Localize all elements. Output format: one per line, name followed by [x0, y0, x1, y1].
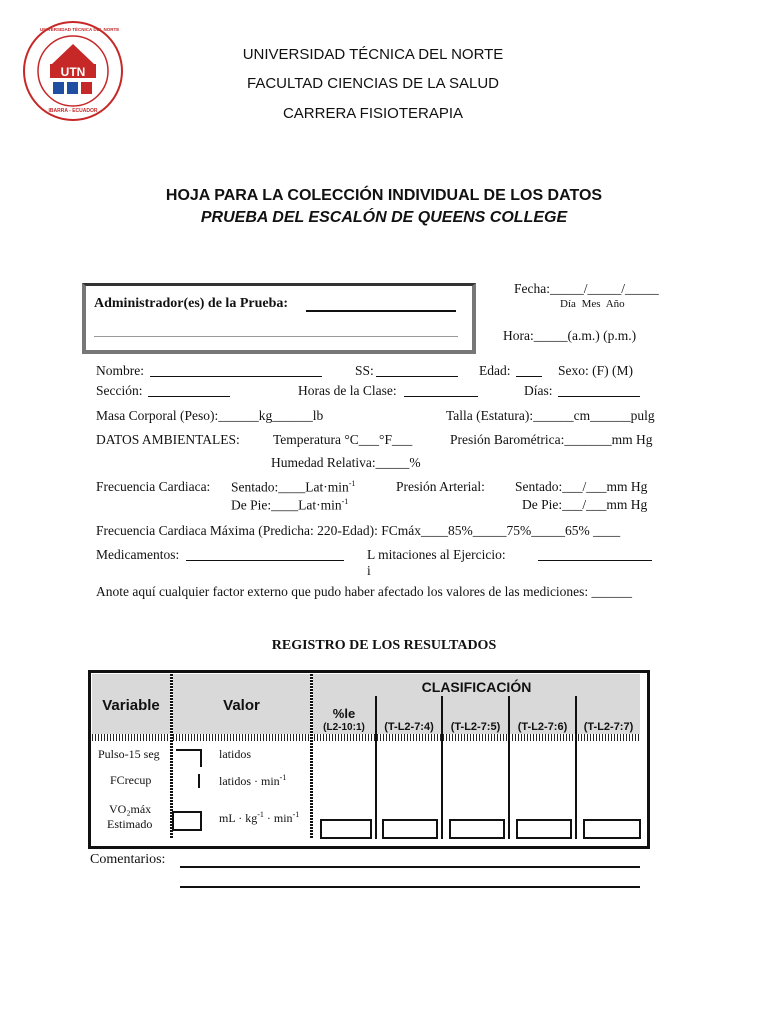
external-factors-field[interactable]: Anote aquí cualquier factor externo que pudo haber afectado los valores de las mediciones: ______ — [96, 584, 633, 599]
col-divider-4 — [441, 696, 443, 839]
bp-seated-field[interactable]: Sentado:___/___mm Hg — [515, 479, 648, 494]
header-divider — [92, 734, 640, 741]
clasif-input-4[interactable] — [516, 819, 572, 839]
clasif-col-5-code: (T-L2-7:7) — [583, 721, 634, 733]
results-heading: REGISTRO DE LOS RESULTADOS — [271, 638, 497, 653]
age-line[interactable] — [516, 376, 542, 377]
name-line[interactable] — [150, 376, 322, 377]
sex-field[interactable]: Sexo: (F) (M) — [558, 363, 633, 378]
limitations-i: i — [367, 563, 371, 578]
row-fcrecup-unit: latidos · min — [219, 774, 280, 788]
hr-standing-exp: -1 — [341, 497, 349, 506]
age-label: Edad: — [479, 363, 511, 378]
temperature-field[interactable]: Temperatura °C___°F___ — [273, 432, 413, 447]
barometric-field[interactable]: Presión Barométrica:_______mm Hg — [450, 432, 653, 447]
section-line[interactable] — [148, 396, 230, 397]
class-hours-label: Horas de la Clase: — [298, 383, 397, 398]
hr-seated-field[interactable]: Sentado:____Lat·min — [231, 479, 349, 495]
time-field[interactable]: Hora:_____(a.m.) (p.m.) — [503, 328, 637, 343]
days-line[interactable] — [558, 396, 640, 397]
logo-text-bottom: IBARRA - ECUADOR — [48, 108, 98, 114]
medications-label: Medicamentos: — [96, 547, 180, 562]
clasif-col-2-code: (T-L2-7:4) — [384, 721, 434, 733]
header-career: CARRERA FISIOTERAPIA — [282, 105, 464, 122]
page-title: HOJA PARA LA COLECCIÓN INDIVIDUAL DE LOS DATOS — [165, 187, 603, 204]
page-subtitle: PRUEBA DEL ESCALÓN DE QUEENS COLLEGE — [200, 209, 568, 226]
clasif-col-3-code: (T-L2-7:5) — [450, 721, 501, 733]
comments-label: Comentarios: — [90, 852, 166, 867]
environmental-label: DATOS AMBIENTALES: — [96, 432, 240, 447]
row-pulse-variable: Pulso-15 seg — [98, 747, 160, 761]
col-divider-3 — [375, 696, 377, 839]
blood-pressure-label: Presión Arterial: — [396, 479, 485, 494]
section-label: Sección: — [96, 383, 143, 398]
days-label: Días: — [524, 383, 553, 398]
row-vo2-input[interactable] — [172, 811, 202, 831]
bp-standing-field[interactable]: De Pie:___/___mm Hg — [522, 497, 648, 512]
col-header-valor: Valor — [223, 697, 260, 714]
admin-box — [82, 283, 476, 354]
hr-standing-field[interactable]: De Pie:____Lat·min — [231, 497, 342, 513]
row-fcrecup-exp: -1 — [279, 773, 287, 782]
class-hours-line[interactable] — [404, 396, 478, 397]
height-field[interactable]: Talla (Estatura):______cm______pulg — [446, 408, 655, 423]
row-vo2-exp: -1 — [292, 810, 300, 819]
medications-line[interactable] — [186, 560, 344, 561]
body-mass-field[interactable]: Masa Corporal (Peso):______kg______lb — [96, 408, 324, 423]
row-vo2-unit: mL · kg — [219, 811, 258, 825]
row-pulse-unit: latidos — [219, 747, 251, 761]
logo-text-top: UNIVERSIDAD TÉCNICA DEL NORTE — [40, 27, 120, 32]
row-vo2-variable: VO₂máx — [109, 802, 152, 816]
date-field[interactable]: Fecha:_____/_____/_____ — [514, 281, 659, 296]
header-university: UNIVERSIDAD TÉCNICA DEL NORTE — [242, 46, 504, 63]
admin-label: Administrador(es) de la Prueba: — [94, 296, 289, 311]
row-vo2-variable2: Estimado — [107, 817, 153, 831]
clasif-input-3[interactable] — [449, 819, 505, 839]
clasif-col-4-code: (T-L2-7:6) — [517, 721, 568, 733]
comments-line-1[interactable] — [180, 866, 640, 868]
name-label: Nombre: — [96, 363, 144, 378]
col-divider-5 — [508, 696, 510, 839]
hr-seated-exp: -1 — [348, 479, 356, 488]
comments-line-2[interactable] — [180, 886, 640, 888]
humidity-field[interactable]: Humedad Relativa:_____% — [271, 455, 421, 470]
clasif-input-2[interactable] — [382, 819, 438, 839]
row-vo2-unit2: · min — [263, 811, 293, 825]
col-divider-6 — [575, 696, 577, 839]
clasif-input-5[interactable] — [583, 819, 641, 839]
header-faculty: FACULTAD CIENCIAS DE LA SALUD — [246, 75, 499, 92]
row-fcrecup-variable: FCrecup — [110, 773, 152, 787]
clasif-input-1[interactable] — [320, 819, 372, 839]
date-sub-labels: Día Mes Año — [560, 298, 625, 310]
col-header-variable: Variable — [102, 697, 160, 714]
col-header-clasificacion: CLASIFICACIÓN — [421, 679, 532, 695]
admin-name-line[interactable] — [306, 310, 456, 312]
max-hr-field[interactable]: Frecuencia Cardiaca Máxima (Predicha: 220-Edad): FCmáx____85%_____75%_____65% ____ — [96, 523, 621, 538]
ss-label: SS: — [355, 363, 374, 378]
row-fcrecup-input[interactable] — [198, 774, 200, 788]
logo-mark: UTN — [60, 65, 86, 79]
clasif-col-1-code: (L2-10:1) — [323, 722, 365, 733]
col-divider-2 — [310, 674, 313, 839]
clasif-col-1-top: %le — [332, 706, 356, 721]
university-logo — [22, 20, 124, 122]
row-pulse-input[interactable] — [176, 749, 202, 767]
row-vo2-unit-exp: -1 — [257, 810, 264, 819]
ss-line[interactable] — [376, 376, 458, 377]
limitations-label: L mitaciones al Ejercicio: — [367, 547, 506, 562]
heart-rate-label: Frecuencia Cardiaca: — [96, 479, 211, 494]
limitations-line[interactable] — [538, 560, 652, 561]
admin-name-line-2[interactable] — [94, 336, 458, 337]
